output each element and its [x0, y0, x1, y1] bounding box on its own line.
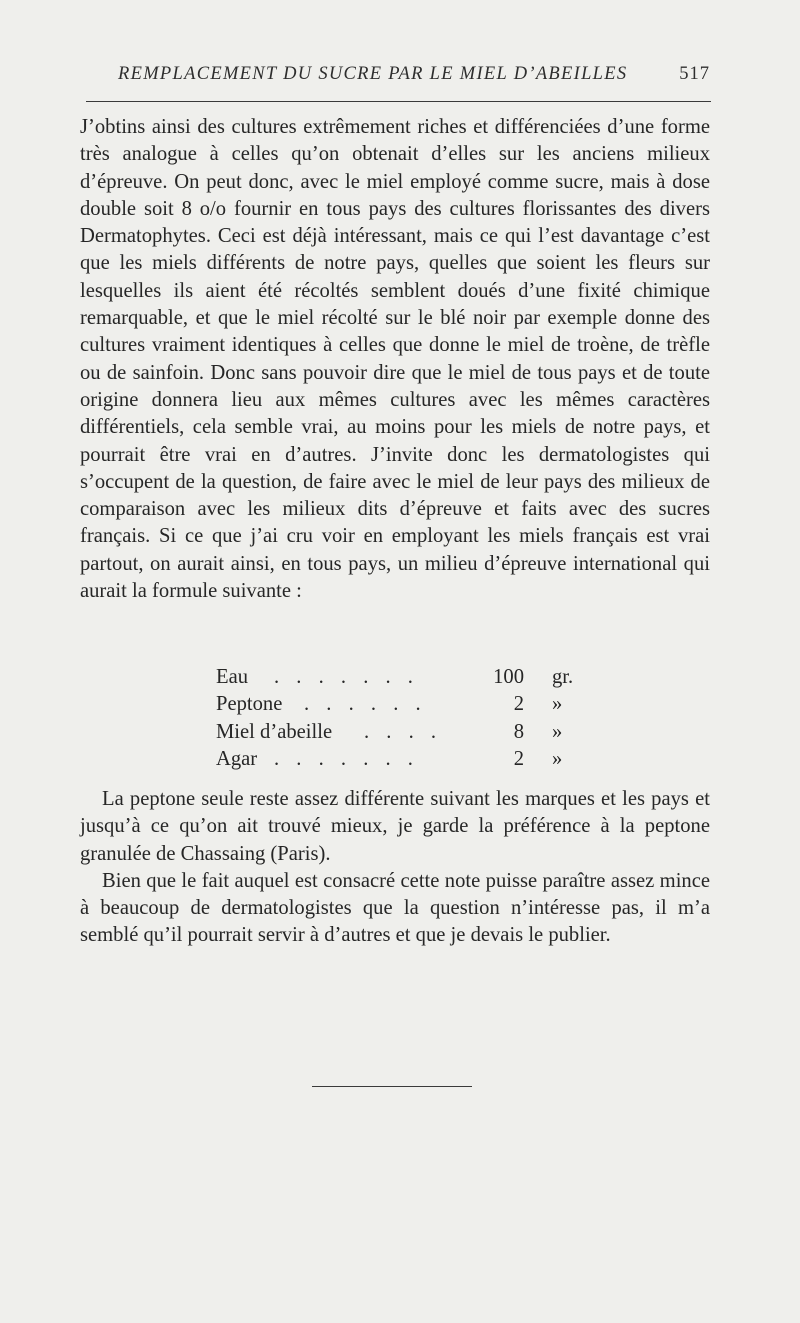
formula-row — [216, 664, 596, 691]
page-number: 517 — [679, 64, 710, 84]
ingredient-name: Eau — [216, 666, 249, 688]
ingredient-name: Miel d’abeille — [216, 720, 333, 743]
end-rule — [312, 1086, 472, 1087]
running-head — [118, 64, 710, 92]
ingredient-unit: » — [552, 720, 563, 743]
ingredient-quantity: 2 — [513, 693, 524, 716]
leader-dots: . . . . . . . — [274, 666, 419, 688]
ingredient-name: Peptone — [216, 693, 283, 716]
main-paragraph-block — [80, 114, 710, 605]
leader-dots: . . . . . . . — [274, 747, 419, 770]
paragraph-cultures: J’obtins ainsi des cultures extrêmement riches et différenciées d’une forme très analogue à celles qu’on obtenait d’elles sur les anciens milieux d’épreuve. On peut donc, avec le miel employé comme sucre, mais à dose double soit 8 o/o fournir en tous pays des cultures florissantes des divers Dermatophytes. Ceci est déjà intéressant, mais ce qui l’est davantage c’est que les miels différents de notre pays, quelles que soient les fleurs sur lesquelles ils aient été récoltés semblent doués d’une fixité chimique remarquable, et que le miel récolté sur le blé noir par exemple donne des cultures vraiment identiques à celles que donne le miel de troène, de trèfle ou de sainfoin. Donc sans pouvoir dire que le miel de tous pays et de toute origine donnera lieu aux mêmes cultures avec les mêmes caractères différentiels, cela semble vrai, au moins pour les miels de notre pays, et pourrait être vrai en d’autres. J’invite donc les dermatologistes qui s’occupent de la question, de faire avec le miel de leur pays des milieux de comparaison avec les milieux dits d’épreuve et faits avec des sucres français. Si ce que j’ai cru voir en employant les miels français est vrai partout, on aurait ainsi, en tous pays, un milieu d’épreuve international qui aurait la formule suivante : — [80, 116, 710, 603]
ingredient-quantity: 2 — [513, 747, 524, 770]
ingredient-unit: » — [552, 747, 563, 770]
formula-table — [216, 664, 596, 773]
header-rule — [86, 101, 711, 102]
running-head-title: REMPLACEMENT DU SUCRE PAR LE MIEL D’ABEILLES — [118, 64, 628, 84]
formula-row — [216, 746, 596, 773]
paragraph-peptone: La peptone seule reste assez différente suivant les marques et les pays et jusqu’à ce qu’on ait trouvé mieux, je garde la préférence à la peptone granulée de Chassaing (Paris). — [80, 788, 710, 865]
ingredient-quantity: 8 — [513, 720, 524, 743]
leader-dots: . . . . — [364, 720, 443, 743]
ingredient-name: Agar — [216, 747, 258, 770]
paragraph-conclusion: Bien que le fait auquel est consacré cette note puisse paraître assez mince à beaucoup de dermatologistes que la question n’intéresse pas, il m’a semblé qu’il pourrait servir à d’autres et que je devais le publier. — [80, 869, 710, 947]
formula-row — [216, 719, 596, 746]
ingredient-quantity: 100 — [493, 666, 524, 688]
ingredient-unit: » — [552, 693, 563, 716]
ingredient-unit: gr. — [552, 666, 574, 688]
formula-row — [216, 691, 596, 718]
leader-dots: . . . . . . — [304, 693, 427, 716]
closing-paragraphs — [80, 786, 710, 950]
